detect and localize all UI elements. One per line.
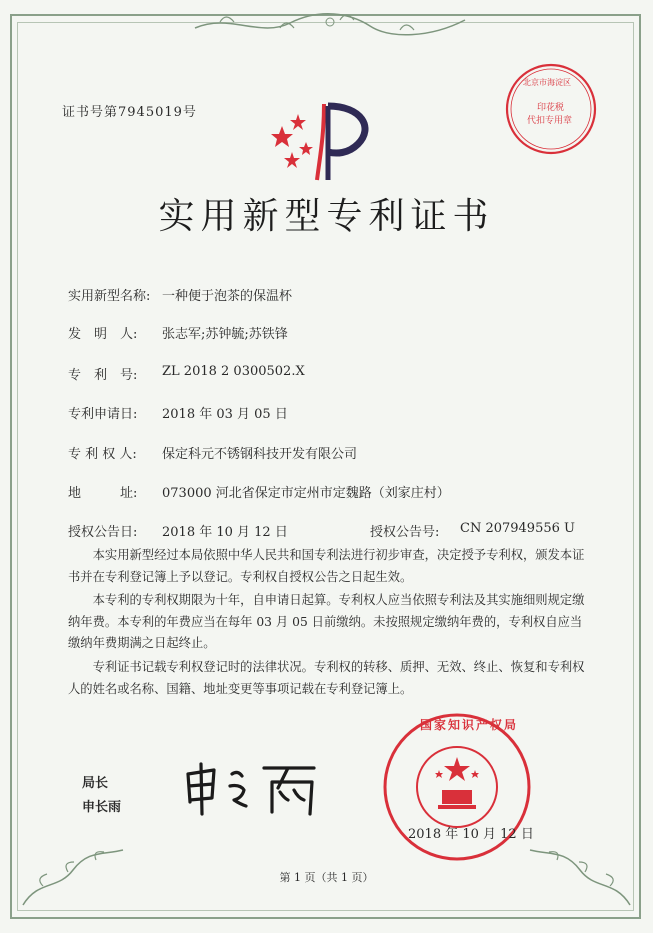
patentee-label: 专 利 权 人:: [68, 447, 137, 462]
tax-stamp-line1: 北京市海淀区: [523, 78, 571, 87]
official-seal-text: 国家知识产权局: [420, 718, 519, 732]
seal-date: 2018 年 10 月 12 日: [408, 827, 534, 842]
grant-no-value: CN 207949556 U: [460, 521, 575, 536]
body-paragraph-2: 本专利的专利权期限为十年，自申请日起算。专利权人应当依照专利法及其实施细则规定缴纳年费。本专利的年费应当在每年 03 月 05 日前缴纳。未按照规定缴纳年费的，专利权自应当缴纳年费期满之日起终止。: [68, 593, 585, 650]
tax-stamp-line2: 印花税: [537, 103, 565, 113]
page-footer: 第 1 页（共 1 页）: [279, 871, 374, 884]
body-paragraph-3: 专利证书记载专利权登记时的法律状况。专利权的转移、质押、无效、终止、恢复和专利权人的姓名或名称、国籍、地址变更等事项记载在专利登记簿上。: [68, 660, 585, 696]
grant-date-label: 授权公告日:: [68, 525, 138, 540]
top-vine-ornament: [190, 8, 470, 44]
filing-date-label: 专利申请日:: [68, 407, 138, 422]
director-name: 申长雨: [82, 800, 122, 815]
bottom-left-vine-ornament: [18, 820, 128, 910]
name-label: 实用新型名称:: [68, 289, 151, 304]
body-paragraph-1: 本实用新型经过本局依照中华人民共和国专利法进行初步审查，决定授予专利权，颁发本证书并在专利登记簿上予以登记。专利权自授权公告之日起生效。: [68, 548, 585, 584]
bottom-right-vine-ornament: [525, 820, 635, 910]
name-value: 一种便于泡茶的保温杯: [162, 289, 293, 304]
certificate-number: 证书号第7945019号: [62, 105, 197, 120]
filing-date-value: 2018 年 03 月 05 日: [162, 407, 288, 422]
certificate-title: 实用新型专利证书: [158, 196, 495, 237]
address-label: 地 址:: [68, 486, 138, 501]
patent-no-value: ZL 2018 2 0300502.X: [162, 364, 305, 379]
patentee-value: 保定科元不锈钢科技开发有限公司: [162, 447, 358, 462]
grant-no-label: 授权公告号:: [370, 525, 440, 540]
grant-date-value: 2018 年 10 月 12 日: [162, 525, 288, 540]
director-signature-icon: [180, 760, 330, 818]
director-title: 局长: [82, 776, 109, 791]
inventor-value: 张志军;苏钟毓;苏铁锋: [162, 327, 288, 342]
patent-no-label: 专 利 号:: [68, 368, 138, 383]
inventor-label: 发 明 人:: [68, 327, 138, 342]
tax-stamp-line3: 代扣专用章: [527, 116, 573, 126]
cnipa-logo-icon: [262, 96, 382, 184]
address-value: 073000 河北省保定市定州市定魏路（刘家庄村）: [162, 486, 450, 501]
